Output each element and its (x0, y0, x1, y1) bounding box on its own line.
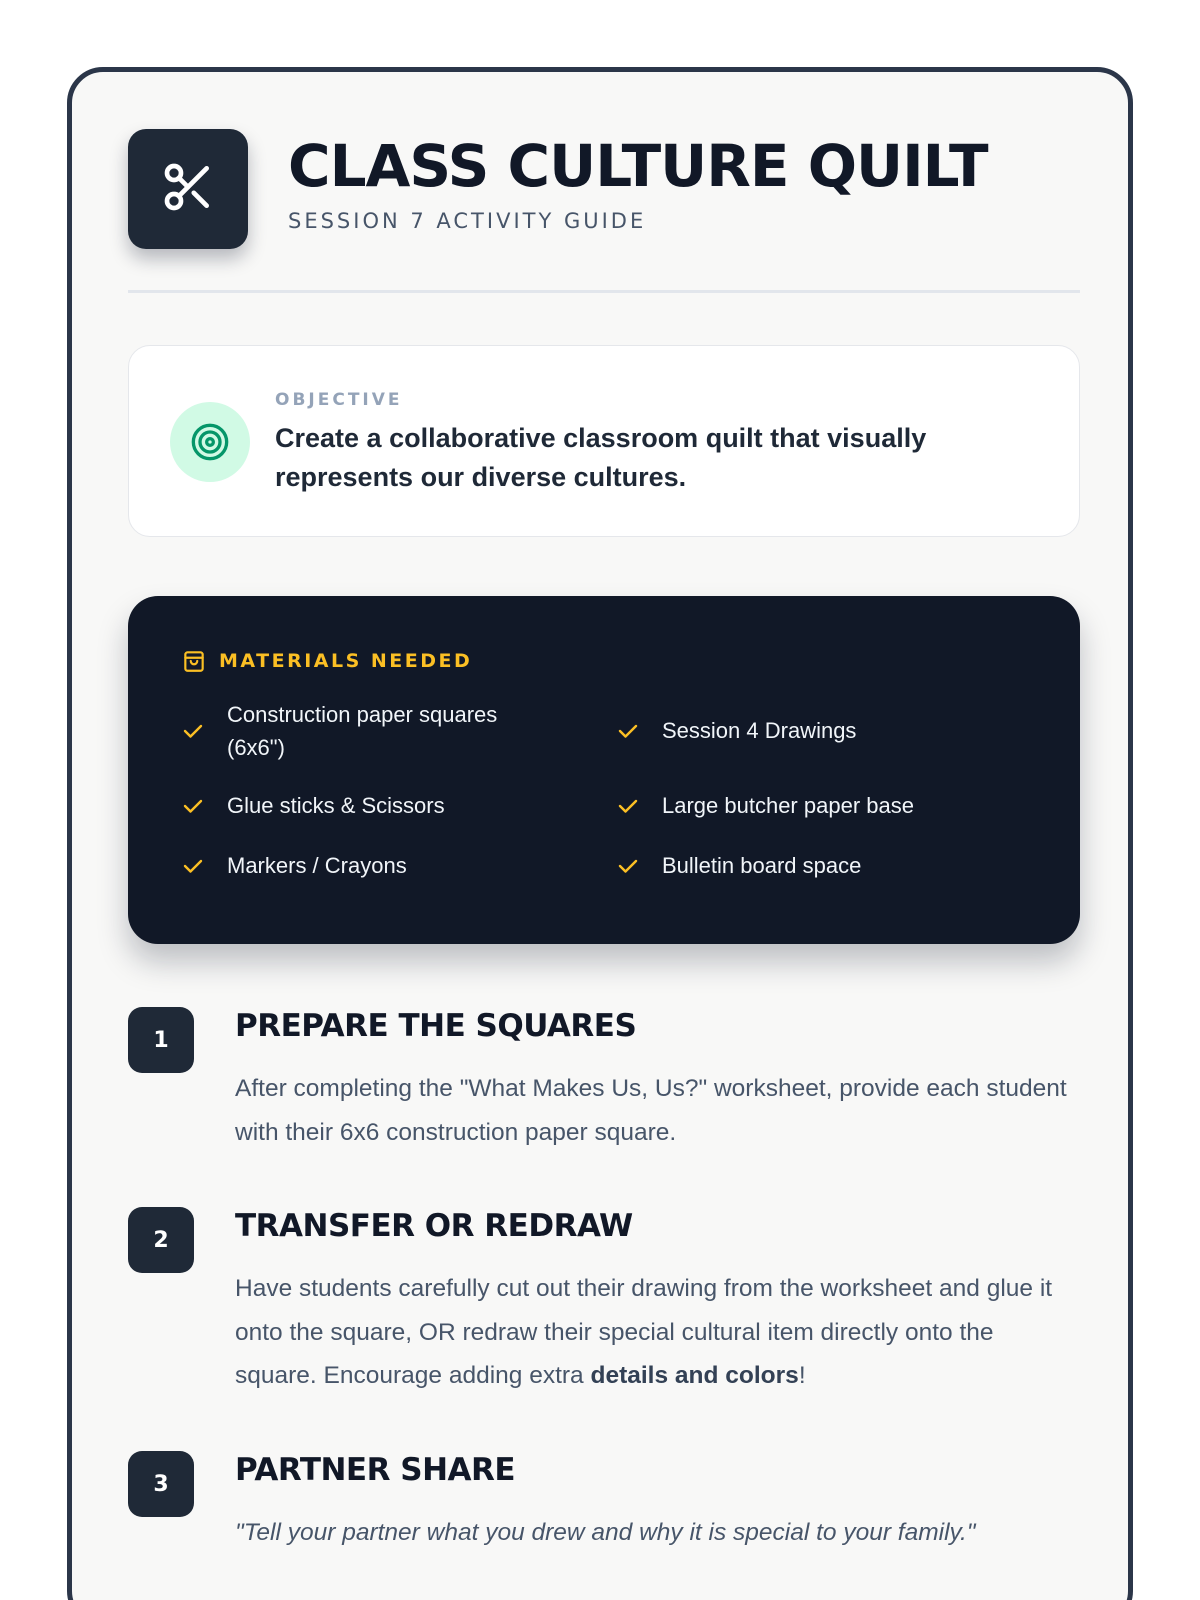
checkmark-icon (616, 794, 640, 818)
list-item (181, 789, 547, 822)
materials-label: MATERIALS NEEDED (219, 649, 473, 672)
header (128, 129, 1080, 285)
checkmark-icon (181, 854, 205, 878)
materials-panel (128, 596, 1080, 944)
page-subtitle: SESSION 7 ACTIVITY GUIDE (288, 209, 647, 233)
list-item (616, 849, 982, 882)
list-item (181, 849, 547, 882)
objective-box (128, 345, 1080, 537)
step-title: PARTNER SHARE (235, 1452, 516, 1488)
checkmark-icon (616, 719, 640, 743)
checkmark-icon (181, 719, 205, 743)
step-quote: "Tell your partner what you drew and why it is special to your family." (235, 1519, 976, 1546)
material-label: Large butcher paper base (662, 793, 914, 818)
step-description (235, 1267, 1080, 1398)
objective-label: OBJECTIVE (275, 390, 403, 410)
shopping-bag-icon (181, 648, 207, 674)
material-label: Construction paper squares (6x6") (227, 702, 498, 760)
step-title: PREPARE THE SQUARES (235, 1008, 637, 1044)
checkmark-icon (181, 794, 205, 818)
step-number-badge: 3 (128, 1451, 194, 1517)
step-description-text: Have students carefully cut out their drawing from the worksheet and glue it onto the square, OR redraw their special cultural item directly onto the square. Encourage adding extra (235, 1275, 1053, 1389)
step-title: TRANSFER OR REDRAW (235, 1208, 633, 1244)
step-description-emphasis: details and colors (590, 1362, 799, 1389)
material-label: Glue sticks & Scissors (227, 793, 445, 818)
logo-badge (128, 129, 248, 249)
target-icon (170, 402, 250, 482)
list-item (616, 789, 982, 822)
step-description-end: ! (798, 1362, 806, 1389)
objective-text: Create a collaborative classroom quilt that visually represents our diverse cultures. (275, 423, 927, 492)
step-number-badge: 1 (128, 1007, 194, 1073)
step-description: After completing the "What Makes Us, Us?" worksheet, provide each student with their 6x6 construction paper square. (235, 1075, 1067, 1146)
checkmark-icon (616, 854, 640, 878)
material-label: Markers / Crayons (227, 853, 407, 878)
scissors-icon (160, 159, 216, 219)
list-item (181, 698, 547, 764)
material-label: Bulletin board space (662, 853, 862, 878)
header-divider (128, 290, 1080, 293)
list-item (616, 714, 982, 747)
material-label: Session 4 Drawings (662, 718, 857, 743)
activity-card (67, 67, 1133, 1600)
materials-header (181, 648, 472, 674)
step-number-badge: 2 (128, 1207, 194, 1273)
page-title: CLASS CULTURE QUILT (288, 132, 988, 200)
